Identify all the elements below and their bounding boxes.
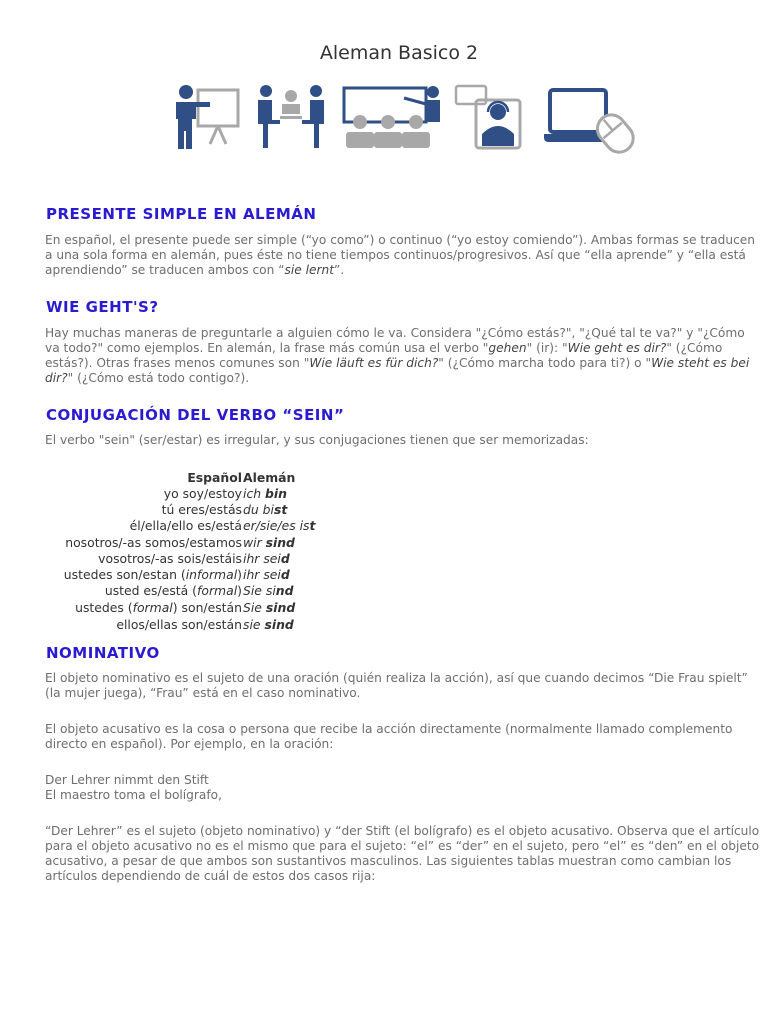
table-row: yo soy/estoy ich bin bbox=[163, 486, 287, 501]
lecture-audience-icon bbox=[342, 84, 444, 150]
paragraph-nominativo-1: El objeto nominativo es el sujeto de una oración (quién realiza la acción), así que cuando decimos “Die Frau spielt” (la mujer juega), “Frau” está en el caso nominativo. bbox=[45, 671, 748, 700]
paragraph-nominativo-2: El objeto acusativo es la cosa o persona que recibe la acción directamente (normalmente llamado complemento directo en español). Por ejemplo, en la oración: bbox=[45, 722, 733, 751]
presentation-icon bbox=[174, 84, 242, 150]
paragraph-nominativo-4: “Der Lehrer” es el sujeto (objeto nominativo) y “der Stift (el bolígrafo) es el objeto acusativo. Observa que el artículo para el objeto acusativo no es el mismo que para el sujeto: “el” es “der” en el sujeto, pero “el” es “den” en el objeto acusativo, a pesar de que ambos son sustantivos masculinos. Las siguientes tablas muestran como cambian los artículos dependiendo de cuál de estos dos casos rija: bbox=[45, 824, 760, 883]
header-aleman: Alemán bbox=[243, 470, 296, 485]
heading-presente: PRESENTE SIMPLE EN ALEMÁN bbox=[46, 205, 317, 223]
example-sentence: Der Lehrer nimmt den Stift El maestro toma el bolígrafo, bbox=[45, 773, 223, 802]
table-row: él/ella/ello es/está er/sie/es ist bbox=[129, 518, 316, 533]
paragraph-conjugacion-intro: El verbo "sein" (ser/estar) es irregular, y sus conjugaciones tienen que ser memorizadas: bbox=[45, 433, 589, 447]
table-row: tú eres/estás du bist bbox=[161, 502, 288, 517]
page-title: Aleman Basico 2 bbox=[319, 42, 479, 64]
online-support-icon bbox=[454, 84, 524, 150]
heading-conjugacion: CONJUGACIÓN DEL VERBO “SEIN” bbox=[46, 406, 345, 424]
paragraph-wie-gehts: Hay muchas maneras de preguntarle a alguien cómo le va. Considera "¿Cómo estás?", "¿Qué tal te va?" y "¿Cómo va todo?" como ejemplos. En alemán, la frase más común usa el verbo "gehen" (ir): "Wie geht es dir?" (¿Cómo estás?). Otras frases menos comunes son "Wie läuft es für dich?" (¿Cómo marcha todo para ti?) o "Wie steht es bei dir?" (¿Cómo está todo contigo?). bbox=[45, 326, 750, 385]
heading-nominativo: NOMINATIVO bbox=[46, 644, 160, 662]
icon-strip bbox=[170, 84, 640, 156]
heading-wie-gehts: WIE GEHT'S? bbox=[46, 298, 159, 316]
table-row: vosotros/-as sois/estáis ihr seid bbox=[98, 551, 290, 566]
classroom-desk-icon bbox=[256, 84, 326, 150]
laptop-mouse-icon bbox=[542, 84, 638, 156]
table-row: ellos/ellas son/están sie sind bbox=[116, 617, 294, 632]
header-espanol: Español bbox=[187, 470, 242, 485]
table-row: ustedes (formal) son/están Sie sind bbox=[75, 600, 296, 615]
table-header bbox=[0, 470, 420, 486]
table-row: usted es/está (formal) Sie sind bbox=[104, 583, 294, 598]
table-row: nosotros/-as somos/estamos wir sind bbox=[65, 535, 295, 550]
table-row: ustedes son/estan (informal) ihr seid bbox=[63, 567, 290, 582]
paragraph-presente: En español, el presente puede ser simple (“yo como”) o continuo (“yo estoy comiendo”). Ambas formas se traducen a una sola forma en alemán, pues éste no tiene tiempos continuos/progresivos. Así que “ella aprende” y “ella está aprendiendo” se traducen ambos con “sie lernt”. bbox=[45, 233, 756, 277]
